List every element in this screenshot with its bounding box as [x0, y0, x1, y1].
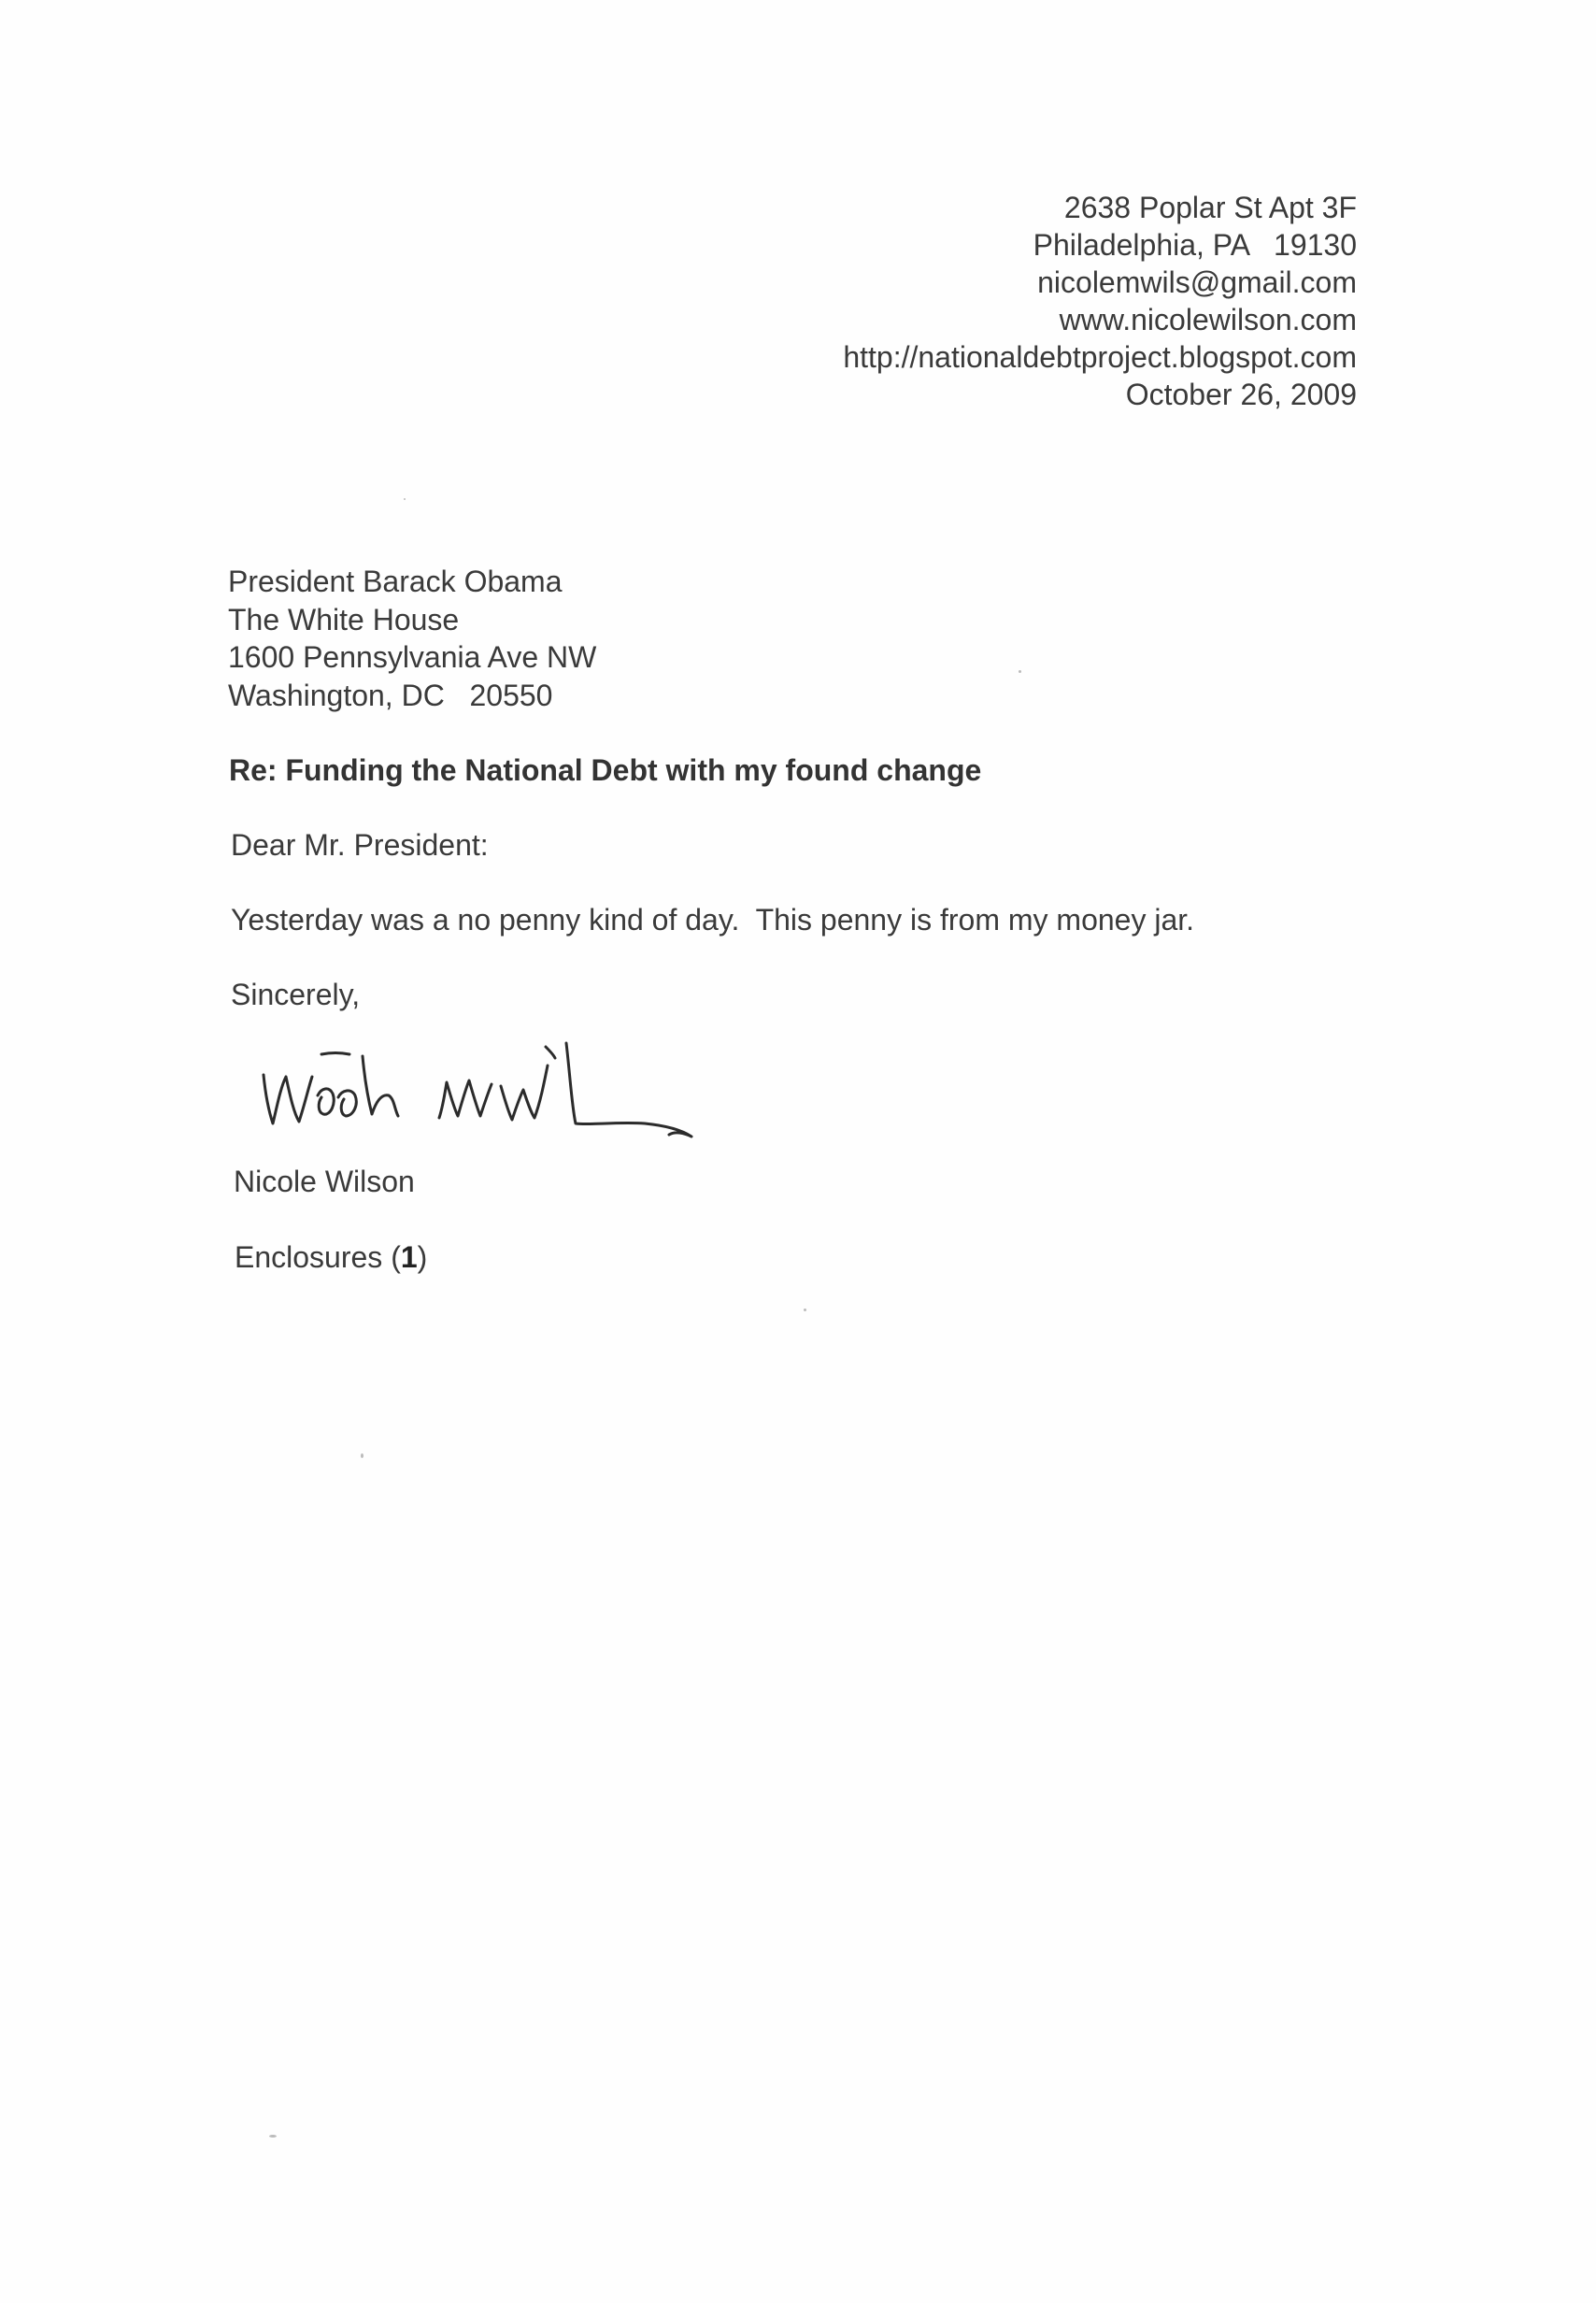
enclosures-close: ): [417, 1240, 428, 1274]
enclosures-count: 1: [400, 1240, 418, 1274]
sender-email: nicolemwils@gmail.com: [1037, 265, 1357, 299]
recipient-block: [228, 563, 596, 714]
enclosures-label: Enclosures (: [235, 1240, 401, 1274]
subject-line: Re: Funding the National Debt with my found change: [229, 753, 982, 787]
paper-speck: [1019, 670, 1021, 673]
sender-website: www.nicolewilson.com: [1059, 303, 1357, 336]
closing: Sincerely,: [231, 978, 361, 1011]
body-paragraph: Yesterday was a no penny kind of day. This penny is from my money jar.: [231, 903, 1195, 937]
paper-speck: [269, 2135, 277, 2138]
salutation: Dear Mr. President:: [231, 828, 489, 862]
recipient-street: 1600 Pennsylvania Ave NW: [228, 640, 597, 674]
recipient-organization: The White House: [228, 602, 460, 637]
paper-speck: [361, 1453, 363, 1458]
handwritten-signature: [252, 1019, 794, 1159]
sender-block: [703, 189, 1357, 413]
sender-address-line1: 2638 Poplar St Apt 3F: [1063, 191, 1357, 224]
letter-date: October 26, 2009: [1125, 378, 1357, 411]
paper-speck: [804, 1309, 806, 1311]
paper-speck: [404, 498, 406, 500]
sender-address-line2: Philadelphia, PA 19130: [1033, 228, 1357, 262]
recipient-city-state-zip: Washington, DC 20550: [228, 678, 553, 712]
signature-text: Nicole Wilson: [252, 1157, 259, 1158]
recipient-name: President Barack Obama: [228, 565, 563, 598]
enclosures-line: [235, 1240, 427, 1275]
sender-blog: http://nationaldebtproject.blogspot.com: [843, 340, 1357, 374]
signer-name: Nicole Wilson: [234, 1165, 415, 1198]
